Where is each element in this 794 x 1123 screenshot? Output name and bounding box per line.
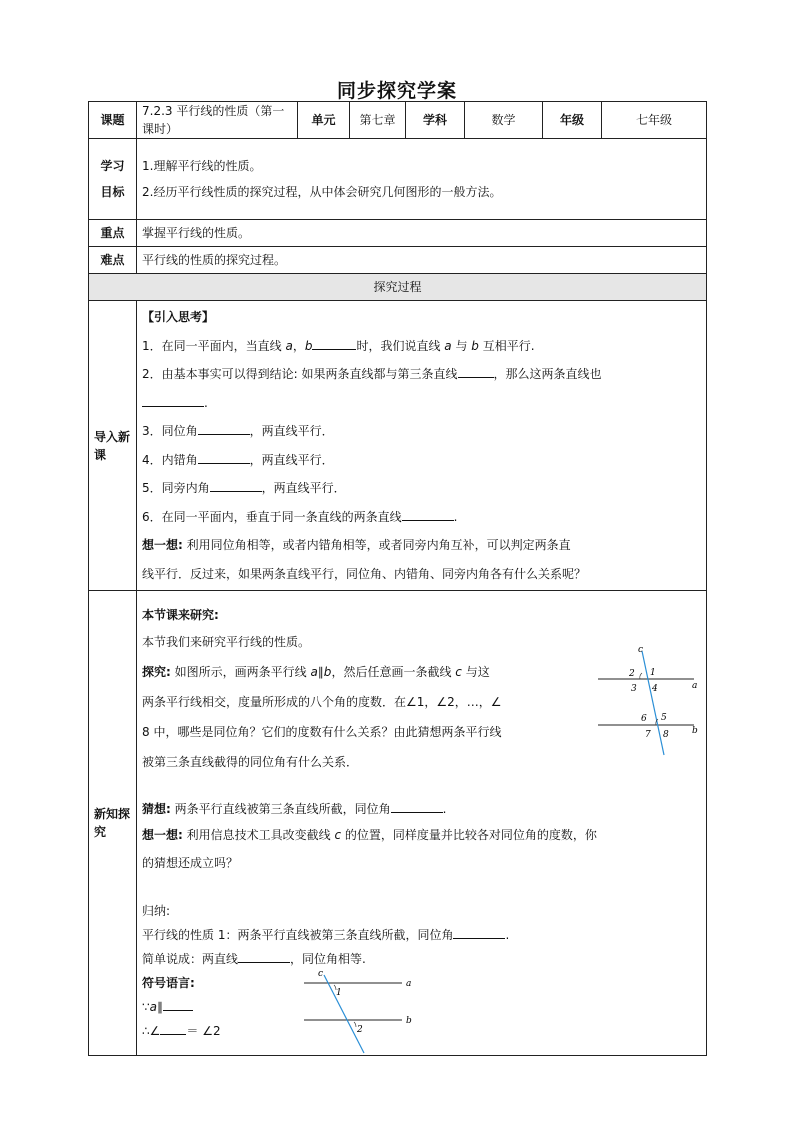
difficulty-row: [89, 247, 707, 274]
key-point-label: 重点: [89, 220, 137, 247]
answer-blank: [210, 478, 262, 492]
property-1: 平行线的性质 1：两条平行直线被第三条直线所截，同位角 .: [142, 923, 701, 947]
parallel-lines-figure-2-angles: [302, 971, 422, 1061]
unit-label: 单元: [298, 102, 350, 139]
subject-value: 数学: [465, 102, 543, 139]
summary-label: 归纳:: [142, 904, 171, 918]
page-title: 同步探究学案: [336, 80, 457, 102]
new-knowledge-label: 新知探究: [89, 591, 137, 1056]
question-6: 6．在同一平面内，垂直于同一条直线的两条直线 .: [142, 503, 701, 532]
answer-blank: [402, 507, 454, 521]
intro-row: [89, 301, 707, 591]
intro-content: [137, 301, 707, 591]
answer-blank: [163, 997, 193, 1011]
subject-label: 学科: [406, 102, 465, 139]
angle-label-2: 2: [357, 1025, 363, 1035]
angle-label-4: 4: [652, 684, 658, 694]
header-row: [89, 102, 707, 139]
intro-heading: 【引入思考】: [142, 310, 215, 324]
therefore-line: ∴∠ ＝ ∠2: [142, 1019, 701, 1043]
angle-label-1: 1: [336, 988, 342, 998]
goal-item: 2.经历平行线性质的探究过程，从中体会研究几何图形的一般方法。: [142, 185, 502, 199]
difficulty-label: 难点: [89, 247, 137, 274]
angle-label-6: 6: [641, 714, 647, 724]
parallel-lines-figure-8-angles: [598, 645, 704, 761]
goals-label: 学习 目标: [89, 139, 137, 220]
angle-label-2: 2: [629, 669, 635, 679]
answer-blank: [198, 421, 250, 435]
question-1: 1．在同一平面内，当直线 a，b 时，我们说直线 a 与 b 互相平行.: [142, 332, 701, 361]
angle-arc: [640, 673, 642, 679]
goals-row: [89, 139, 707, 220]
difficulty-text: 平行线的性质的探究过程。: [137, 247, 707, 274]
key-point-row: [89, 220, 707, 247]
goal-item: 1.理解平行线的性质。: [142, 159, 262, 173]
answer-blank: [142, 393, 204, 407]
think-paragraph: 想一想: 利用同位角相等，或者内错角相等，或者同旁内角互补，可以判定两条直 线平行．反过来，如果两条直线平行，同位角、内错角、同旁内角各有什么关系呢？: [142, 538, 587, 581]
answer-blank: [198, 450, 250, 464]
answer-blank: [160, 1021, 186, 1035]
symbol-language-label: 符号语言:: [142, 976, 195, 990]
think-again-paragraph: 想一想: 利用信息技术工具改变截线 c 的位置，同样度量并比较各对同位角的度数，你 的猜想还成立吗？: [142, 828, 597, 870]
grade-value: 七年级: [602, 102, 707, 139]
study-sheet-table: [88, 101, 707, 1056]
question-3: 3．同位角 ，两直线平行．: [142, 417, 701, 446]
goals-list: [137, 139, 707, 220]
transversal-c: [324, 975, 364, 1053]
topic-value: 7.2.3 平行线的性质（第一课时）: [137, 102, 298, 139]
because-line: ∵a∥: [142, 995, 701, 1019]
label-c: c: [318, 971, 324, 979]
angle-label-7: 7: [645, 730, 651, 740]
explore-paragraph: 探究: 如图所示，画两条平行线 a∥b，然后任意画一条截线 c 与这 两条平行线相交，度量所形成的八个角的度数．在∠1，∠2，…，∠ 8 中，哪些是同位角？它们的度数有什么关系？由此猜想两条平行线 被第三条直线截得的同位角有什么关系．: [142, 665, 502, 769]
answer-blank: [453, 925, 505, 939]
grade-label: 年级: [543, 102, 602, 139]
intro-label: 导入新课: [89, 301, 137, 591]
topic-label: 课题: [89, 102, 137, 139]
answer-blank: [312, 336, 356, 350]
label-b: b: [692, 726, 698, 736]
angle-label-5: 5: [661, 713, 667, 723]
label-a: a: [692, 681, 698, 691]
answer-blank: [238, 949, 290, 963]
guess-paragraph: 猜想: 两条平行直线被第三条直线所截，同位角 .: [142, 797, 701, 821]
label-a: a: [406, 979, 412, 989]
angle-label-8: 8: [663, 730, 669, 740]
angle-arc: [354, 1022, 356, 1027]
question-4: 4．内错角 ，两直线平行．: [142, 446, 701, 475]
label-c: c: [638, 645, 644, 655]
newk-intro: 本节我们来研究平行线的性质。: [142, 635, 311, 649]
angle-label-1: 1: [650, 668, 656, 678]
unit-value: 第七章: [350, 102, 406, 139]
key-point-text: 掌握平行线的性质。: [137, 220, 707, 247]
newk-heading: 本节课来研究:: [142, 608, 219, 622]
answer-blank: [458, 364, 494, 378]
section-header-row: [89, 274, 707, 301]
label-b: b: [406, 1016, 412, 1026]
section-title: 探究过程: [89, 274, 707, 301]
answer-blank: [391, 799, 443, 813]
angle-label-3: 3: [631, 684, 637, 694]
question-2: 2．由基本事实可以得到结论: 如果两条直线都与第三条直线 ，那么这两条直线也 .: [142, 360, 701, 417]
question-5: 5．同旁内角 ，两直线平行．: [142, 474, 701, 503]
short-form: 简单说成：两直线 ，同位角相等.: [142, 947, 701, 971]
